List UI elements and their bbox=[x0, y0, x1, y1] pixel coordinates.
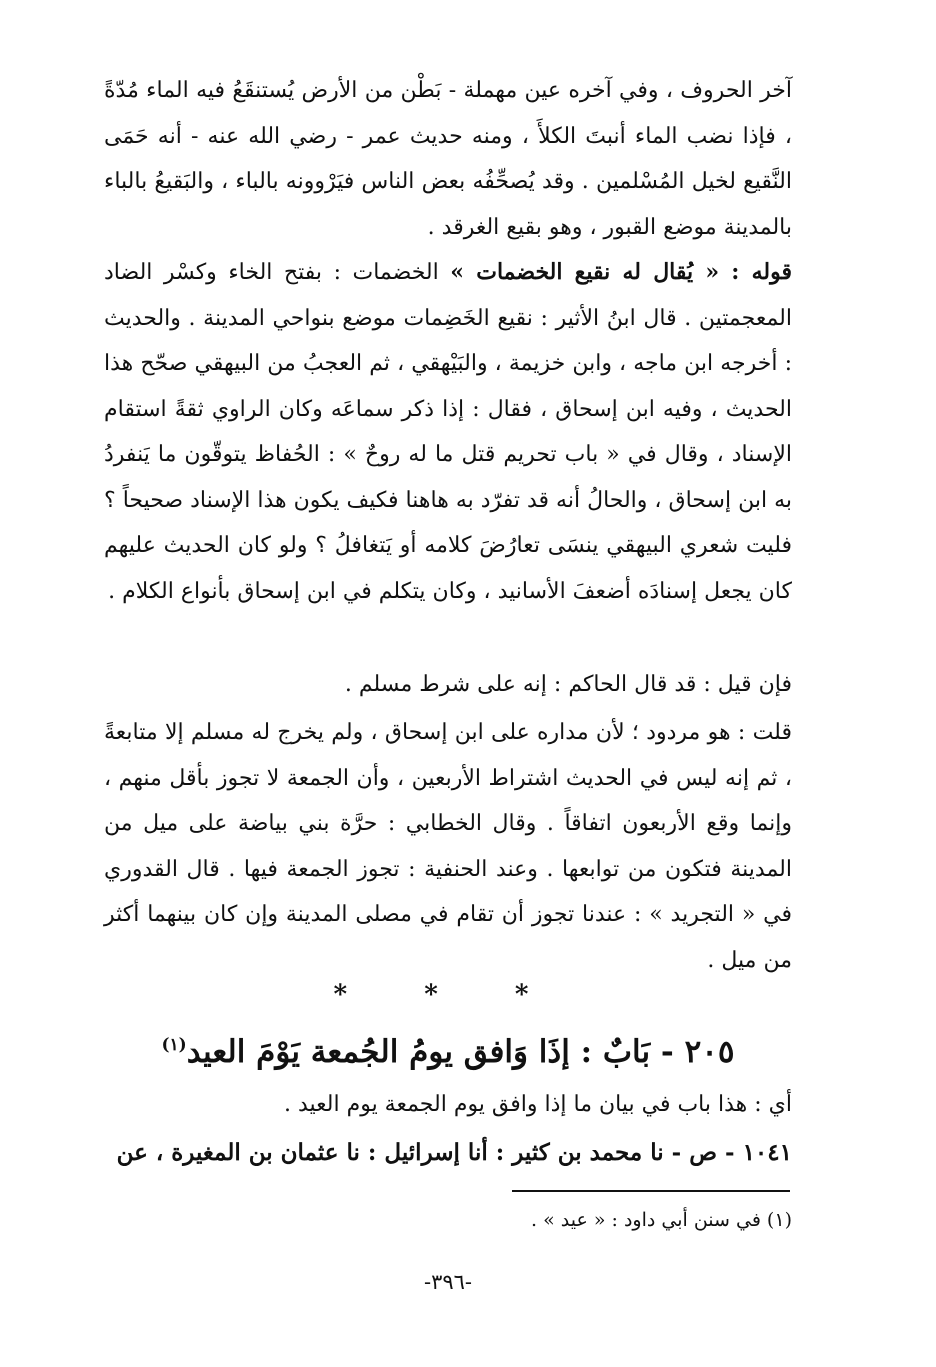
paragraph-5-text: أي : هذا باب في بيان ما إذا وافق يوم الجمعة يوم العيد . bbox=[283, 1092, 792, 1117]
paragraph-3-text: فإن قيل : قد قال الحاكم : إنه على شرط مسلم . bbox=[344, 672, 792, 697]
paragraph-4 bbox=[104, 710, 792, 983]
footnote: (١) في سنن أبي داود : « عيد » . bbox=[531, 1209, 792, 1231]
paragraph-2-text: الخضمات : بفتح الخاء وكسْر الضاد المعجمتين . قال ابنُ الأثير : نقيع الخَضِمات موضع بنواحي المدينة . والحديث : أخرجه ابن ماجه ، وابن خزيمة ، والبَيْهقي ، ثم العجبُ من البيهقي صحّح هذا الحديث ، وفيه ابن إسحاق ، فقال : إذا ذكر سماعَه وكان الراوي ثقةً استقام الإسناد ، وقال في « باب تحريم قتل ما له روحٌ » : الحُفاظ يتوقّون ما يَنفردُ به ابن إسحاق ، والحالُ أنه قد تفرّد به هاهنا فكيف يكون هذا الإسناد صحيحاً ؟ فليت شعري البيهقي ينسَى تعارُضَ كلامه أو يَتغافلُ ؟ ولو كان الحديث عليهم كان يجعل إسنادَه أضعفَ الأسانيد ، وكان يتكلم في ابن إسحاق بأنواع الكلام . bbox=[104, 260, 792, 604]
paragraph-5 bbox=[104, 1082, 792, 1128]
page-number: -٣٩٦- bbox=[423, 1270, 473, 1294]
chapter-title bbox=[104, 1020, 792, 1077]
paragraph-2 bbox=[104, 250, 792, 614]
paragraph-1 bbox=[104, 68, 792, 250]
quoted-lemma: قوله : « يُقال له نقيع الخضمات » bbox=[450, 259, 792, 285]
hadith-line-text: ١٠٤١ - ص - نا محمد بن كثير : أنا إسرائيل : نا عثمان بن المغيرة ، عن bbox=[116, 1139, 792, 1166]
hadith-line bbox=[104, 1130, 792, 1176]
section-separator-stars: * * * bbox=[333, 980, 563, 1010]
paragraph-3 bbox=[104, 662, 792, 708]
footnote-reference: (١) bbox=[161, 1035, 187, 1055]
chapter-title-text: ٢٠٥ - بَابٌ : إذَا وَافق يومُ الجُمعة يَوْمَ العيد bbox=[186, 1034, 735, 1070]
paragraph-4-text: قلت : هو مردود ؛ لأن مداره على ابن إسحاق ، ولم يخرج له مسلم إلا متابعةً ، ثم إنه ليس في الحديث اشتراط الأربعين ، وأن الجمعة لا تجوز بأقل منهم ، وإنما وقع الأربعون اتفاقاً . وقال الخطابي : حرَّة بني بياضة على ميل من المدينة فتكون من توابعها . وعند الحنفية : تجوز الجمعة فيها . قال القدوري في « التجريد » : عندنا تجوز أن تقام في مصلى المدينة وإن كان بينهما أكثر من ميل . bbox=[104, 720, 792, 973]
paragraph-1-text: آخر الحروف ، وفي آخره عين مهملة - بَطْن من الأرض يُستنقَعُ فيه الماء مُدّةً ، فإذا نضب الماء أنبتَ الكلأَ ، ومنه حديث عمر - رضي الله عنه - أنه حَمَى النَّقيع لخيل المُسْلمين . وقد يُصحِّفُه بعض الناس فيَرْوونه بالباء ، والبَقيعُ بالباء بالمدينة موضع القبور ، وهو بقيع الغرقد . bbox=[104, 78, 792, 240]
footnote-divider bbox=[512, 1190, 790, 1192]
